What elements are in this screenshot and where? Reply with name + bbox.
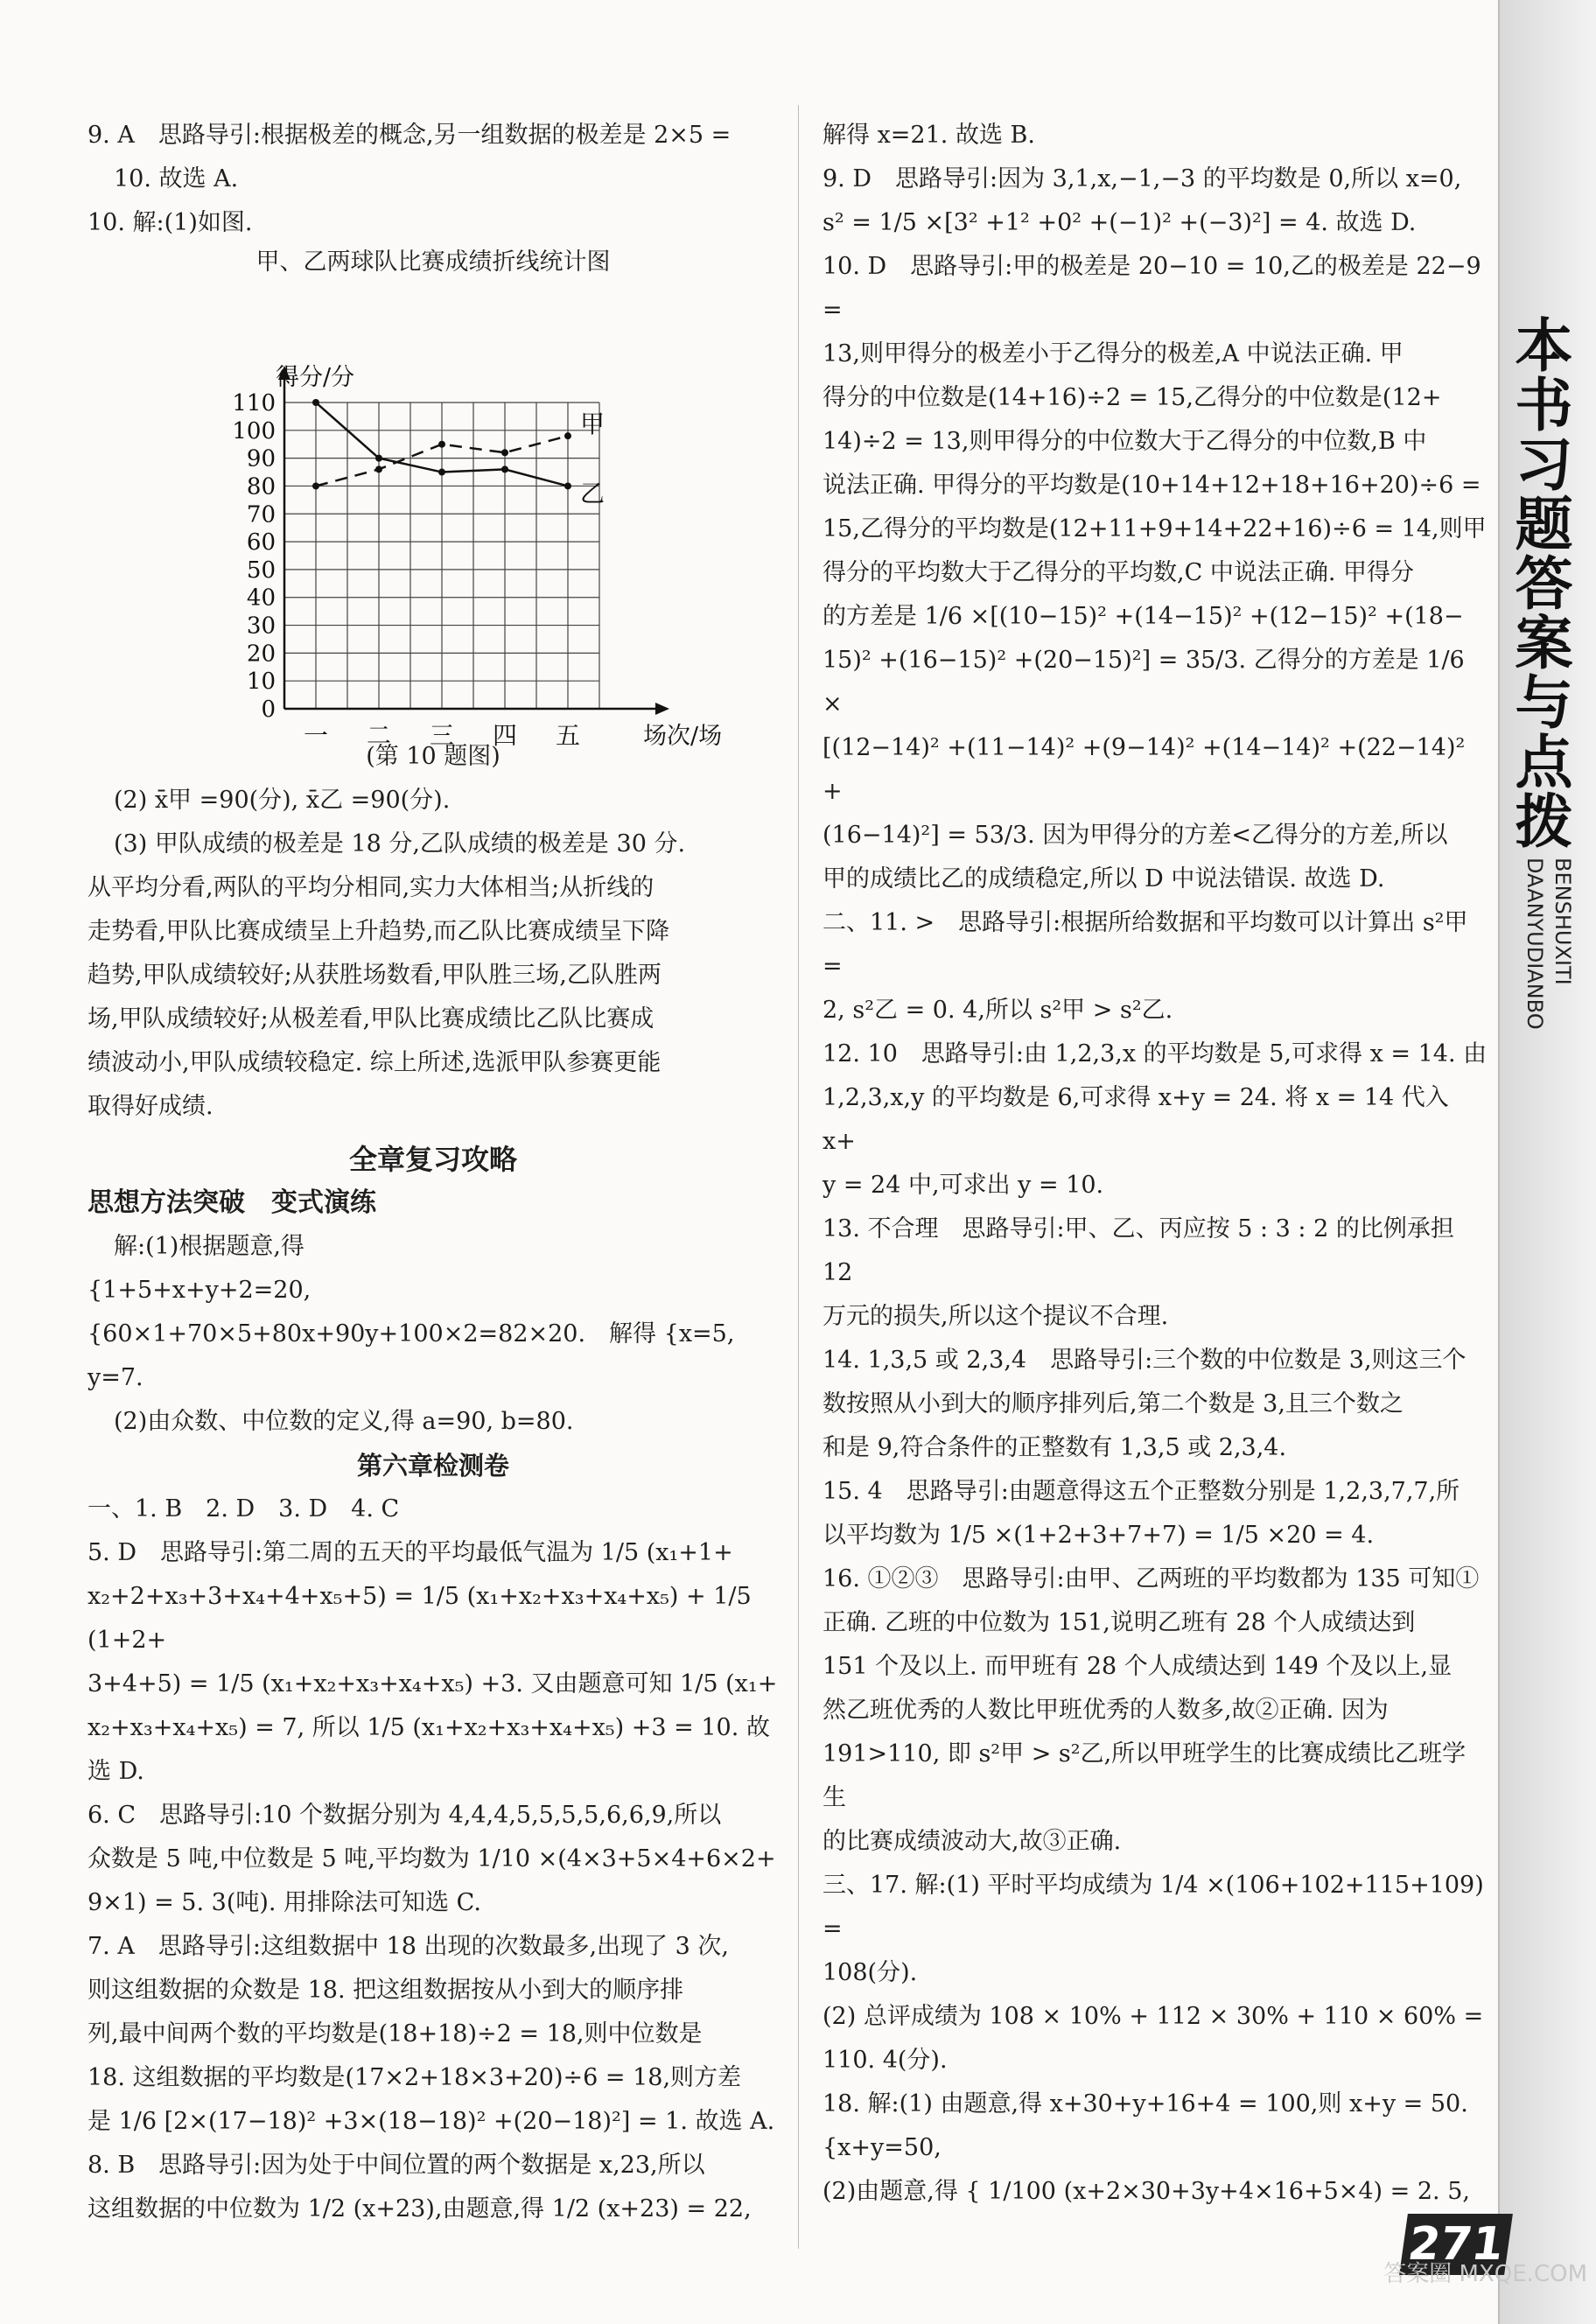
sidebar-pinyin-line: DAANYUDIANBO [1522,858,1547,1030]
data-point [564,432,571,439]
answer-line: 16. ①②③ 思路导引:由甲、乙两班的平均数都为 135 可知① [822,1565,1480,1592]
y-tick-label: 30 [246,612,276,640]
answer-line: 3+4+5) = 1/5 (x₁+x₂+x₃+x₄+x₅) +3. 又由题意可知 1/5 (x₁+ [88,1670,778,1698]
y-tick-label: 40 [246,584,276,612]
left-column [88,114,779,2231]
test-title: 第六章检测卷 [356,1451,509,1480]
answer-line: (3) 甲队成绩的极差是 18 分,乙队成绩的极差是 30 分. [114,830,686,858]
answer-line: 场,甲队成绩较好;从极差看,甲队比赛成绩比乙队比赛成 [88,1005,654,1032]
answer-line: 万元的损失,所以这个提议不合理. [822,1303,1169,1330]
y-tick-label: 100 [232,417,276,444]
answer-line: 9. A 思路导引:根据极差的概念,另一组数据的极差是 2×5 = [88,122,732,149]
x-tick-label: 三 [429,721,455,750]
answer-line: 得分的中位数是(14+16)÷2 = 15,乙得分的中位数是(12+ [822,384,1442,411]
sidebar-pinyin-line: BENSHUXITI [1550,858,1575,985]
chart-caption: (第 10 题图) [366,743,500,770]
x-tick-label: 二 [366,721,392,750]
answer-line: y = 24 中,可求出 y = 10. [822,1172,1104,1199]
answer-line: 13,则甲得分的极差小于乙得分的极差,A 中说法正确. 甲 [822,340,1404,368]
answer-line: 解得 x=21. 故选 B. [822,122,1035,149]
answer-line: 6. C 思路导引:10 个数据分别为 4,4,4,5,5,5,5,6,6,9,所以 [88,1802,722,1829]
answer-line: s² = 1/5 ×[3² +1² +0² +(−1)² +(−3)²] = 4. 故选 D. [822,209,1417,236]
answer-line: [(12−14)² +(11−14)² +(9−14)² +(14−14)² +(22−14)² + [822,734,1473,805]
answer-line: 说法正确. 甲得分的平均数是(10+14+12+18+16+20)÷6 = [822,472,1481,499]
answer-line: 191>110, 即 s²甲 > s²乙,所以甲班学生的比赛成绩比乙班学生 [822,1740,1466,1811]
answer-line: 以平均数为 1/5 ×(1+2+3+7+7) = 1/5 ×20 = 4. [822,1522,1375,1549]
answer-line: 151 个及以上. 而甲班有 28 个人成绩达到 149 个及以上,显 [822,1653,1452,1680]
answer-line: {x+y=50, [822,2134,942,2161]
answer-line: 15,乙得分的平均数是(12+11+9+14+22+16)÷6 = 14,则甲 [822,515,1487,542]
data-point [312,399,319,406]
answer-line: 14)÷2 = 13,则甲得分的中位数大于乙得分的中位数,B 中 [822,428,1427,455]
y-tick-label: 20 [246,640,276,668]
y-tick-label: 90 [246,445,276,472]
answer-line: 则这组数据的众数是 18. 把这组数据按从小到大的顺序排 [88,1977,684,2004]
answer-line: 得分的平均数大于乙得分的平均数,C 中说法正确. 甲得分 [822,559,1414,586]
answer-line: 10. 故选 A. [114,165,239,192]
x-tick-label: 四 [492,721,518,750]
answer-line: 的比赛成绩波动大,故③正确. [822,1828,1122,1855]
answer-line: 5. D 思路导引:第二周的五天的平均最低气温为 1/5 (x₁+1+ [88,1539,733,1566]
answer-line: 三、17. 解:(1) 平时平均成绩为 1/4 ×(106+102+115+109) = [822,1872,1492,1942]
answer-line: 2, s²乙 = 0. 4,所以 s²甲 > s²乙. [822,997,1173,1024]
answer-line: 从平均分看,两队的平均分相同,实力大体相当;从折线的 [88,874,654,901]
answer-line: 15. 4 思路导引:由题意得这五个正整数分别是 1,2,3,7,7,所 [822,1478,1460,1505]
line-chart [88,245,779,750]
data-point [438,469,445,476]
answer-line: 8. B 思路导引:因为处于中间位置的两个数据是 x,23,所以 [88,2152,705,2179]
y-tick-label: 60 [246,529,276,556]
page-number: 271 [1399,2214,1513,2275]
data-point [564,482,571,489]
answer-line: 列,最中间两个数的平均数是(18+18)÷2 = 18,则中位数是 [88,2020,703,2048]
answer-line: 110. 4(分). [822,2047,948,2074]
data-point [375,466,382,472]
section-title: 全章复习攻略 [348,1143,517,1176]
data-point [501,449,508,456]
series-label: 乙 [580,479,606,508]
answer-line: 正确. 乙班的中位数为 151,说明乙班有 28 个人成绩达到 [822,1609,1416,1636]
answer-line: 9×1) = 5. 3(吨). 用排除法可知选 C. [88,1889,481,1916]
answer-line: 1,2,3,x,y 的平均数是 6,可求得 x+y = 24. 将 x = 14 代入 x+ [822,1084,1457,1155]
answer-line: 15)² +(16−15)² +(20−15)²] = 35/3. 乙得分的方差是 1/6 × [822,647,1473,718]
chart-title: 甲、乙两球队比赛成绩折线统计图 [256,248,611,276]
right-column [822,114,1492,2214]
answer-line: 108(分). [822,1959,918,1986]
answer-line: 走势看,甲队比赛成绩呈上升趋势,而乙队比赛成绩呈下降 [88,918,670,945]
answer-line: (2) 总评成绩为 108 × 10% + 112 × 30% + 110 × 60% = [822,2003,1484,2030]
x-axis-label: 场次/场 [643,723,723,750]
y-tick-label: 80 [246,473,276,500]
data-point [501,466,508,472]
subsection-title: 思想方法突破 变式演练 [88,1187,376,1218]
answer-line: 和是 9,符合条件的正整数有 1,3,5 或 2,3,4. [822,1434,1287,1461]
answer-line: 二、11. > 思路导引:根据所给数据和平均数可以计算出 s²甲 = [822,909,1476,980]
answer-line: (2)由众数、中位数的定义,得 a=90, b=80. [114,1408,574,1435]
data-point [438,441,445,448]
answer-line: 这组数据的中位数为 1/2 (x+23),由题意,得 1/2 (x+23) = 22, [88,2195,752,2222]
y-tick-label: 70 [246,501,276,528]
answer-line: 是 1/6 [2×(17−18)² +3×(18−18)² +(20−18)²] = 1. 故选 A. [88,2108,775,2135]
data-point [375,455,382,462]
y-tick-label: 10 [246,668,276,696]
x-tick-label: 五 [555,721,581,750]
answer-line: 甲的成绩比乙的成绩稳定,所以 D 中说法错误. 故选 D. [822,865,1385,892]
sidebar-tab [1498,0,1596,2324]
y-tick-label: 0 [261,696,276,723]
x-axis-arrow [655,703,669,715]
answer-line: 12. 10 思路导引:由 1,2,3,x 的平均数是 5,可求得 x = 14. 由 [822,1040,1488,1068]
sidebar-pinyin [1521,858,1577,1030]
answer-line: 的方差是 1/6 ×[(10−15)² +(14−15)² +(12−15)² +(18− [822,603,1464,630]
answer-line: 选 D. [88,1758,144,1785]
answer-line: 绩波动小,甲队成绩较稳定. 综上所述,选派甲队参赛更能 [88,1049,662,1076]
answer-line: 14. 1,3,5 或 2,3,4 思路导引:三个数的中位数是 3,则这三个 [822,1347,1466,1374]
answer-line: 10. D 思路导引:甲的极差是 20−10 = 10,乙的极差是 22−9 = [822,253,1489,324]
y-tick-label: 50 [246,556,276,584]
y-axis-label: 得分/分 [276,364,355,391]
answer-line: 然乙班优秀的人数比甲班优秀的人数多,故②正确. 因为 [822,1697,1389,1724]
answer-line: 解:(1)根据题意,得 [114,1233,304,1260]
answer-line: (2)由题意,得 { 1/100 (x+2×30+3y+4×16+5×4) = 2. 5, [822,2178,1470,2205]
answer-line: x₂+x₃+x₄+x₅) = 7, 所以 1/5 (x₁+x₂+x₃+x₄+x₅) +3 = 10. 故 [88,1714,770,1741]
data-point [312,482,319,489]
answer-line: 趋势,甲队成绩较好;从获胜场数看,甲队胜三场,乙队胜两 [88,962,662,989]
answer-line: (16−14)²] = 53/3. 因为甲得分的方差<乙得分的方差,所以 [822,822,1448,849]
chart-svg [88,245,779,750]
answer-line: 13. 不合理 思路导引:甲、乙、丙应按 5 : 3 : 2 的比例承担 12 [822,1215,1462,1286]
answer-line: 9. D 思路导引:因为 3,1,x,−1,−3 的平均数是 0,所以 x=0, [822,165,1462,192]
answer-line: {1+5+x+y+2=20, [88,1277,312,1304]
answer-line: x₂+2+x₃+3+x₄+4+x₅+5) = 1/5 (x₁+x₂+x₃+x₄+x₅) + 1/5 (1+2+ [88,1583,760,1654]
answer-line: 众数是 5 吨,中位数是 5 吨,平均数为 1/10 ×(4×3+5×4+6×2+ [88,1845,776,1872]
y-tick-label: 110 [232,390,276,416]
answer-line: 18. 解:(1) 由题意,得 x+30+y+16+4 = 100,则 x+y = 50. [822,2090,1468,2118]
answer-line: 18. 这组数据的平均数是(17×2+18×3+20)÷6 = 18,则方差 [88,2064,742,2091]
answer-line: 数按照从小到大的顺序排列后,第二个数是 3,且三个数之 [822,1390,1404,1418]
answer-line: 7. A 思路导引:这组数据中 18 出现的次数最多,出现了 3 次, [88,1933,729,1960]
answer-line: 10. 解:(1)如图. [88,209,253,236]
answer-line: 取得好成绩. [88,1093,214,1120]
answer-line: {60×1+70×5+80x+90y+100×2=82×20. 解得 {x=5, y=7. [88,1320,743,1391]
sidebar-title: 本书习题答案与点拨 [1505,315,1572,850]
x-tick-label: 一 [303,721,329,750]
watermark: 答案圈 MXQE.COM [1383,2261,1587,2287]
answer-line: (2) x̄甲 =90(分), x̄乙 =90(分). [114,787,451,814]
series-label: 甲 [580,410,606,439]
column-divider [798,105,799,2249]
answer-line: 一、1. B 2. D 3. D 4. C [88,1495,400,1522]
